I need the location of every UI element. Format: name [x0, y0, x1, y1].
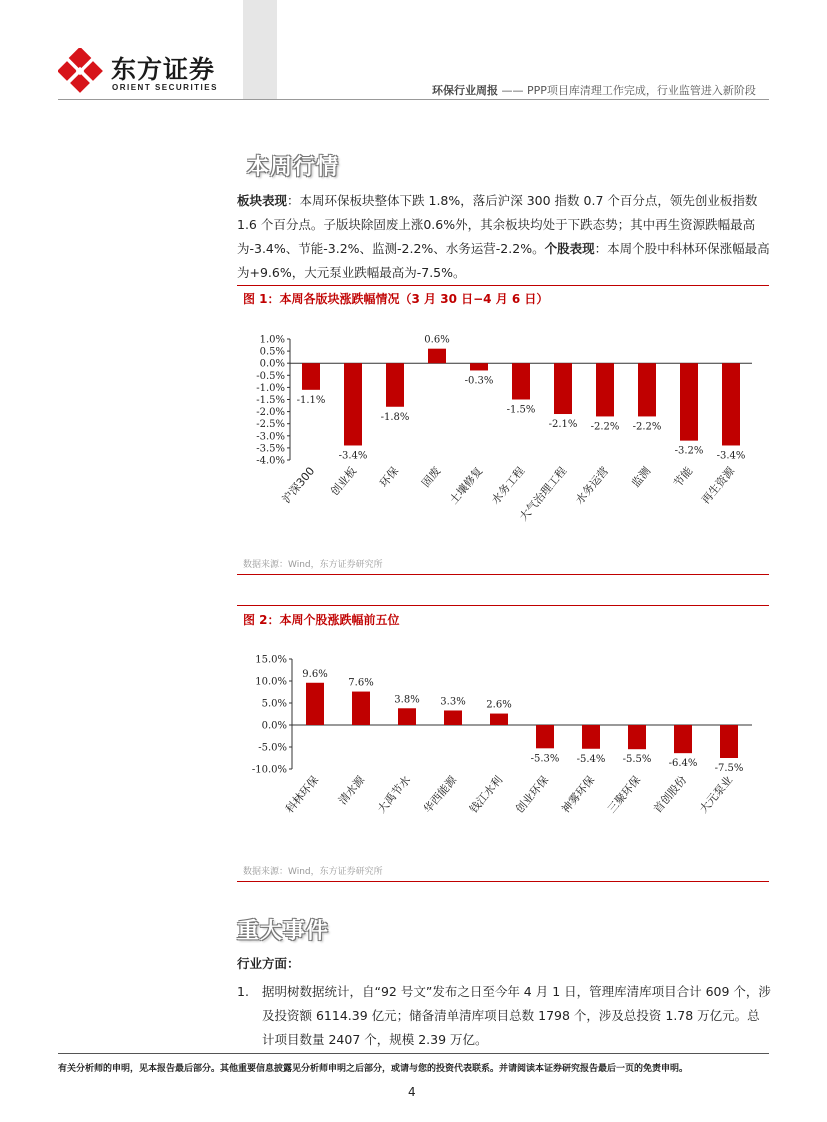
bar [674, 725, 692, 753]
data-label: -1.1% [296, 394, 326, 406]
bar [722, 363, 740, 445]
y-tick-label: -5.0% [258, 742, 287, 754]
data-label: 0.6% [424, 334, 450, 346]
list-item-text: 据明树数据统计，自“92 号文”发布之日至今年 4 月 1 日，管理库清库项目合计 609 个，涉及投资额 6114.39 亿元；储备清单清库项目总数 1798 个，涉及总投资 1.78 万亿元。总计项目数量 2407 个，规模 2.39 万亿。 [262, 984, 771, 1047]
industry-subhead: 行业方面： [237, 956, 300, 971]
figure2-source: 数据来源：Wind，东方证券研究所 [243, 867, 383, 877]
bar [554, 363, 572, 414]
y-tick-label: -10.0% [251, 764, 287, 776]
y-tick-label: -2.5% [256, 419, 285, 431]
data-label: -5.4% [576, 753, 606, 765]
data-label: 7.6% [348, 677, 374, 689]
data-label: 9.6% [302, 668, 328, 680]
footer-disclaimer: 有关分析师的申明，见本报告最后部分。其他重要信息披露见分析师申明之后部分，或请与您的投资代表联系。并请阅读本证券研究报告最后一页的免责申明。 [58, 1064, 689, 1074]
bar [596, 363, 614, 416]
bar [398, 708, 416, 725]
data-label: 3.3% [440, 696, 466, 708]
data-label: -2.1% [548, 419, 578, 431]
data-label: -2.2% [590, 421, 620, 433]
category-label: 三聚环保 [605, 773, 644, 816]
header-decor-bar [243, 0, 277, 100]
header-dash: —— [501, 84, 524, 97]
footer-divider [58, 1053, 769, 1054]
y-tick-label: -1.5% [256, 395, 285, 406]
data-label: 2.6% [486, 699, 512, 711]
category-label: 首创股份 [651, 773, 690, 816]
bar [720, 725, 738, 758]
sector-text: ：本周环保板块整体下跌 1.8%，落后沪深 300 指数 0.7 个百分点，领先创业板指数 1.6 个百分点。子版块除固废上涨0.6%外，其余板块均处于下跌态势；其中再生资源跌幅最高为-3.4%、节能-3.2%、监测-2.2%、水务运营-2.2%。 [237, 193, 758, 256]
y-tick-label: -3.0% [256, 431, 285, 443]
category-label: 大元泵业 [697, 773, 736, 816]
y-tick-label: -2.0% [256, 407, 285, 419]
y-tick-label: 15.0% [255, 654, 287, 666]
list-item-number: 1. [237, 984, 249, 999]
stock-performance-chart [237, 648, 769, 860]
bar [386, 363, 404, 407]
category-label: 华西能源 [421, 773, 460, 816]
category-label: 沪深300 [279, 464, 318, 506]
data-label: -6.4% [668, 758, 698, 770]
figure2-title: 图 2：本周个股涨跌幅前五位 [243, 613, 400, 627]
category-label: 环保 [377, 464, 402, 490]
category-label: 创业板 [328, 464, 360, 499]
category-label: 水务工程 [489, 464, 528, 507]
figure1-top-rule [237, 285, 769, 286]
y-tick-label: -4.0% [256, 455, 285, 467]
sector-label: 板块表现 [237, 193, 288, 208]
page-number: 4 [408, 1085, 416, 1099]
y-tick-label: 10.0% [255, 676, 287, 688]
category-label: 节能 [671, 464, 696, 490]
bar [306, 683, 324, 725]
y-tick-label: 0.0% [261, 720, 287, 732]
header-divider [58, 99, 769, 100]
data-label: -3.4% [716, 450, 746, 462]
y-tick-label: -1.0% [256, 382, 285, 394]
bar [582, 725, 600, 749]
bar [470, 363, 488, 370]
y-tick-label: 5.0% [261, 698, 287, 710]
category-label: 再生资源 [699, 464, 738, 507]
bar [512, 363, 530, 399]
category-label: 水务运营 [573, 464, 612, 507]
bar [344, 363, 362, 445]
figure1-title: 图 1：本周各版块涨跌幅情况（3 月 30 日−4 月 6 日） [243, 292, 549, 306]
category-label: 清水源 [336, 773, 368, 808]
section-title-market: 本周行情 [247, 155, 340, 180]
data-label: -7.5% [714, 763, 744, 774]
stock-label: 个股表现 [544, 241, 595, 256]
bar [302, 363, 320, 390]
data-label: -5.3% [530, 753, 560, 765]
data-label: -1.5% [506, 404, 536, 416]
bar [680, 363, 698, 440]
data-label: -3.4% [338, 450, 368, 462]
category-label: 土壤修复 [447, 464, 486, 507]
bar [352, 692, 370, 725]
data-label: -0.3% [464, 375, 494, 387]
bar [428, 349, 446, 364]
category-label: 固废 [419, 464, 444, 490]
data-label: 3.8% [394, 694, 420, 706]
data-label: -5.5% [622, 754, 652, 766]
section-title-events: 重大事件 [237, 919, 330, 944]
bar [444, 710, 462, 725]
category-label: 大禹节水 [375, 773, 414, 816]
category-label: 神雾环保 [559, 773, 598, 816]
category-label: 创业环保 [513, 773, 552, 816]
y-tick-label: 0.0% [259, 358, 285, 370]
bar [536, 725, 554, 748]
figure2-bottom-rule [237, 881, 769, 882]
figure2-top-rule [237, 605, 769, 606]
category-label: 大气治理工程 [516, 464, 570, 524]
data-label: -2.2% [632, 421, 662, 433]
logo-chinese-name: 东方证券 [111, 55, 216, 84]
y-tick-label: 0.5% [259, 346, 285, 358]
bar [490, 714, 508, 725]
orient-logo-icon [58, 48, 106, 96]
data-label: -1.8% [380, 411, 410, 423]
y-tick-label: 1.0% [259, 334, 285, 346]
figure1-source: 数据来源：Wind，东方证券研究所 [243, 560, 383, 570]
stock-text: ：本周个股中科林环保涨幅最高为+9.6%，大元泵业跌幅最高为-7.5%。 [237, 241, 770, 280]
bar [628, 725, 646, 749]
category-label: 监测 [629, 464, 654, 490]
report-subtitle: PPP项目库清理工作完成，行业监管进入新阶段 [527, 84, 756, 97]
data-label: -3.2% [674, 445, 704, 457]
category-label: 科林环保 [283, 773, 322, 816]
logo-english-name: ORIENT SECURITIES [112, 83, 218, 92]
bar [638, 363, 656, 416]
y-tick-label: -3.5% [256, 443, 285, 455]
report-name: 环保行业周报 [432, 84, 498, 97]
market-paragraph [237, 189, 772, 285]
report-header-title [432, 82, 756, 98]
figure1-bottom-rule [237, 574, 769, 575]
y-tick-label: -0.5% [256, 370, 285, 382]
category-label: 钱江水利 [467, 773, 506, 816]
sector-performance-chart [237, 318, 769, 550]
